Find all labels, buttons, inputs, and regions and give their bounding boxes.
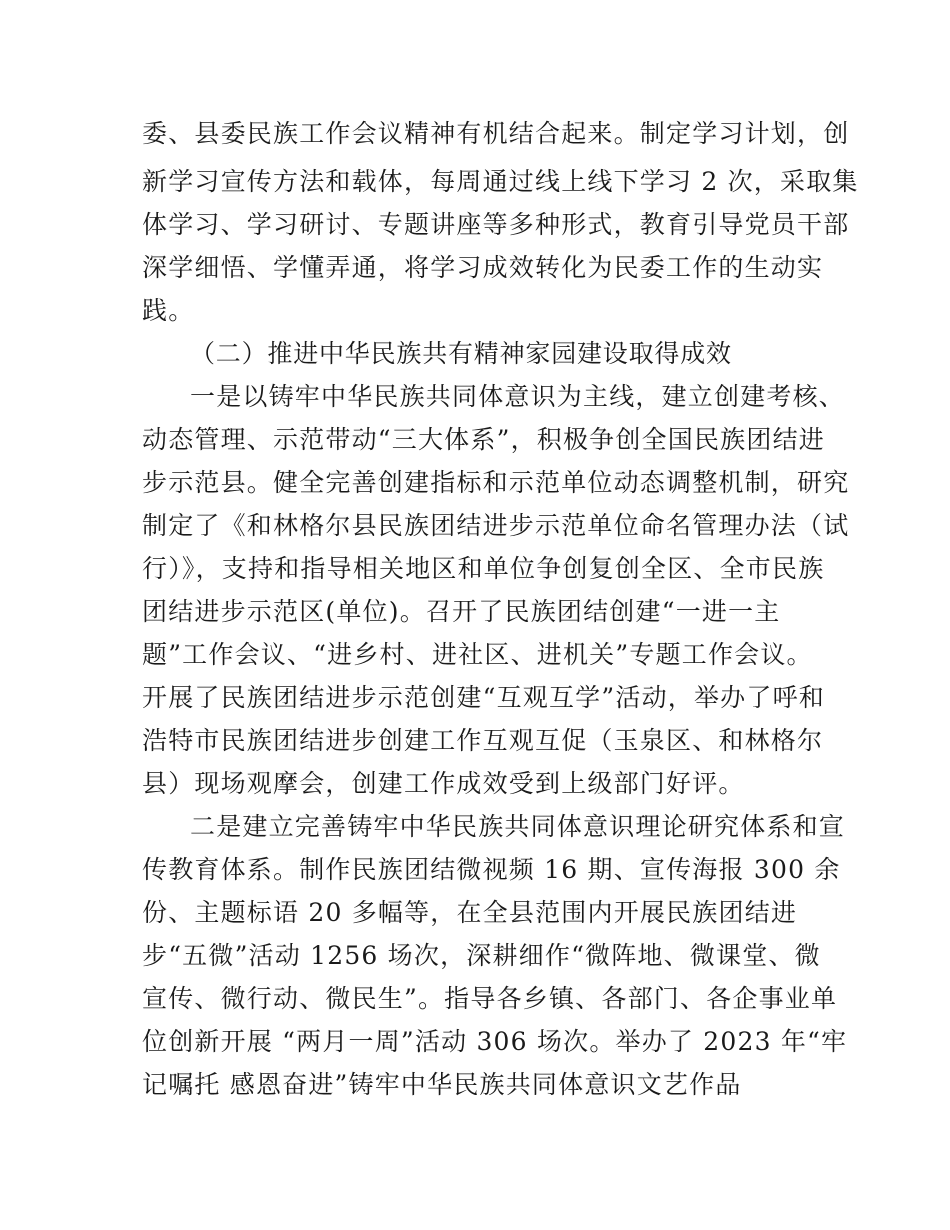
text-line: 浩特市民族团结进步创建工作互观互促（玉泉区、和林格尔 [142, 726, 824, 755]
text-line: 行）》，支持和指导相关地区和单位争创复创全区、全市民族 [142, 554, 825, 583]
text-line: 深学细悟、学懂弄通，将学习成效转化为民委工作的生动实 [142, 253, 824, 282]
text-line: 二是建立完善铸牢中华民族共同体意识理论研究体系和宣 [190, 812, 846, 841]
text-line: 份、主题标语 20 多幅等，在全县范围内开展民族团结进 [142, 898, 798, 927]
text-line: 团结进步示范区(单位)。召开了民族团结创建“一进一主 [142, 597, 781, 626]
text-line: 制定了《和林格尔县民族团结进步示范单位命名管理办法（试 [142, 511, 850, 540]
text-line: 题”工作会议、“进乡村、进社区、进机关”专题工作会议。 [142, 640, 813, 669]
text-line: 记嘱托 感恩奋进”铸牢中华民族共同体意识文艺作品 [142, 1070, 742, 1099]
text-line: 践。 [142, 296, 195, 325]
text-line: 新学习宣传方法和载体，每周通过线上线下学习 2 次，采取集 [142, 167, 859, 196]
text-line: 开展了民族团结进步示范创建“互观互学”活动，举办了呼和 [142, 683, 825, 712]
text-line: 县）现场观摩会，创建工作成效受到上级部门好评。 [142, 769, 745, 798]
text-line: 步示范县。健全完善创建指标和示范单位动态调整机制，研究 [142, 468, 850, 497]
text-line: 一是以铸牢中华民族共同体意识为主线，建立创建考核、 [190, 382, 846, 411]
text-line: 步“五微”活动 1256 场次，深耕细作“微阵地、微课堂、微 [142, 941, 821, 970]
text-line: 体学习、学习研讨、专题讲座等多种形式，教育引导党员干部 [142, 210, 850, 239]
section-heading: （二）推进中华民族共有精神家园建设取得成效 [190, 339, 732, 368]
text-line: 委、县委民族工作会议精神有机结合起来。制定学习计划，创 [142, 119, 850, 148]
text-line: 动态管理、示范带动“三大体系”，积极争创全国民族团结进 [142, 425, 825, 454]
text-line: 宣传、微行动、微民生”。指导各乡镇、各部门、各企事业单 [142, 984, 838, 1013]
text-line: 传教育体系。制作民族团结微视频 16 期、宣传海报 300 余 [142, 855, 841, 884]
text-line: 位创新开展 “两月一周”活动 306 场次。举办了 2023 年“牢 [142, 1027, 848, 1056]
